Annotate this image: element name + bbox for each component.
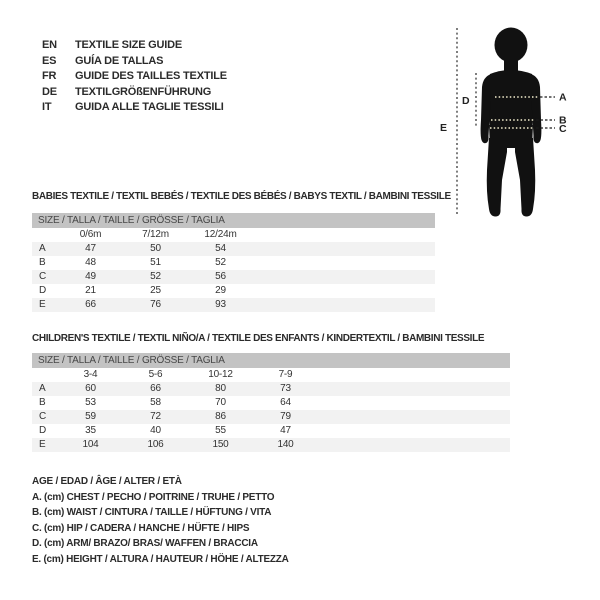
cell: 47	[280, 425, 291, 436]
cell: 66	[85, 299, 96, 310]
cell: 56	[215, 271, 226, 282]
children-section-title: CHILDREN'S TEXTILE / TEXTIL NIÑO/A / TEXTILE DES ENFANTS / KINDERTEXTIL / BAMBINI TESSILE	[32, 333, 485, 344]
cell: 52	[215, 257, 226, 268]
cell: 35	[85, 425, 96, 436]
cell: 73	[280, 383, 291, 394]
cell: 72	[150, 411, 161, 422]
legend-line-height: E. (cm) HEIGHT / ALTURA / HAUTEUR / HÖHE / ALTEZZA	[32, 553, 289, 565]
table-row	[32, 298, 435, 312]
measurement-legend	[32, 474, 289, 568]
language-guide-list	[42, 38, 227, 116]
cell: 50	[150, 243, 161, 254]
figure-label-C: C	[559, 123, 567, 135]
children-size-header-bar: SIZE / TALLA / TAILLE / GRÖSSE / TAGLIA	[32, 353, 510, 368]
corner-cell	[32, 368, 58, 382]
cell: 48	[85, 257, 96, 268]
cell: 54	[215, 243, 226, 254]
language-row-es	[42, 54, 227, 70]
language-row-it	[42, 100, 227, 116]
language-label: TEXTILE SIZE GUIDE	[75, 39, 183, 51]
child-silhouette	[481, 28, 542, 217]
column-header: 3-4	[83, 369, 98, 380]
cell: 47	[85, 243, 96, 254]
cell: 60	[85, 383, 96, 394]
row-label: A	[39, 383, 46, 394]
cell: 55	[215, 425, 226, 436]
cell: 79	[280, 411, 291, 422]
cell: 25	[150, 285, 161, 296]
cell: 86	[215, 411, 226, 422]
language-label: TEXTILGRÖßENFÜHRUNG	[75, 85, 212, 98]
row-label: A	[39, 243, 46, 254]
legend-line-waist: B. (cm) WAIST / CINTURA / TAILLE / HÜFTUNG / VITA	[32, 507, 272, 519]
column-header: 12/24m	[204, 229, 237, 240]
language-row-de	[42, 85, 227, 101]
table-row	[32, 424, 510, 438]
row-label: B	[39, 397, 46, 408]
row-label: E	[39, 439, 46, 450]
language-label: GUÍA DE TALLAS	[75, 54, 164, 67]
table-row	[32, 284, 435, 298]
cell: 59	[85, 411, 96, 422]
figure-label-B: B	[559, 114, 567, 127]
language-code: EN	[42, 39, 57, 51]
cell: 40	[150, 425, 161, 436]
figure-label-D: D	[462, 95, 470, 107]
table-row	[32, 438, 510, 452]
language-code: ES	[42, 54, 57, 67]
children-size-table	[32, 353, 510, 452]
row-label: C	[39, 271, 47, 282]
language-code: IT	[42, 101, 52, 114]
language-code: FR	[42, 70, 57, 83]
language-row-fr	[42, 69, 227, 85]
language-label: GUIDE DES TAILLES TEXTILE	[75, 70, 227, 83]
row-label: D	[39, 285, 47, 296]
table-row	[32, 410, 510, 424]
legend-line-age: AGE / EDAD / ÂGE / ALTER / ETÀ	[32, 476, 182, 487]
children-column-header-row	[32, 368, 510, 382]
cell: 104	[82, 439, 99, 450]
babies-section-title: BABIES TEXTILE / TEXTIL BEBÉS / TEXTILE DES BÉBÉS / BABYS TEXTIL / BAMBINI TESSILE	[32, 191, 451, 202]
cell: 150	[212, 439, 229, 450]
table-row	[32, 382, 510, 396]
table-row	[32, 270, 435, 284]
row-label: E	[39, 299, 46, 310]
figure-label-E: E	[440, 122, 448, 134]
cell: 29	[215, 285, 226, 296]
cell: 53	[85, 397, 96, 408]
column-header: 5-6	[148, 369, 163, 380]
cell: 58	[150, 397, 161, 408]
corner-cell	[32, 228, 58, 242]
cell: 51	[150, 257, 161, 268]
row-label: C	[39, 411, 47, 422]
cell: 140	[277, 439, 294, 450]
cell: 64	[280, 397, 291, 408]
legend-line-hip: C. (cm) HIP / CADERA / HANCHE / HÜFTE / HIPS	[32, 522, 250, 534]
column-header: 7-9	[278, 369, 293, 380]
table-row	[32, 256, 435, 270]
column-header: 10-12	[208, 369, 233, 380]
legend-line-arm: D. (cm) ARM/ BRAZO/ BRAS/ WAFFEN / BRACCIA	[32, 538, 258, 550]
table-row	[32, 396, 510, 410]
table-row	[32, 242, 435, 256]
cell: 93	[215, 299, 226, 310]
legend-line-chest: A. (cm) CHEST / PECHO / POITRINE / TRUHE / PETTO	[32, 491, 275, 503]
child-measurement-diagram	[428, 20, 578, 220]
language-code: DE	[42, 85, 57, 98]
row-label: D	[39, 425, 47, 436]
cell: 106	[147, 439, 164, 450]
cell: 76	[150, 299, 161, 310]
figure-label-A: A	[559, 91, 567, 104]
language-label: GUIDA ALLE TAGLIE TESSILI	[75, 101, 224, 114]
cell: 66	[150, 383, 161, 394]
cell: 49	[85, 271, 96, 282]
babies-column-header-row	[32, 228, 435, 242]
row-label: B	[39, 257, 46, 268]
cell: 70	[215, 397, 226, 408]
babies-size-header-bar: SIZE / TALLA / TAILLE / GRÖSSE / TAGLIA	[32, 213, 435, 228]
babies-size-table	[32, 213, 435, 312]
language-row-en	[42, 38, 227, 54]
cell: 21	[85, 285, 96, 296]
cell: 52	[150, 271, 161, 282]
cell: 80	[215, 383, 226, 394]
column-header: 7/12m	[142, 229, 169, 240]
column-header: 0/6m	[79, 229, 102, 240]
